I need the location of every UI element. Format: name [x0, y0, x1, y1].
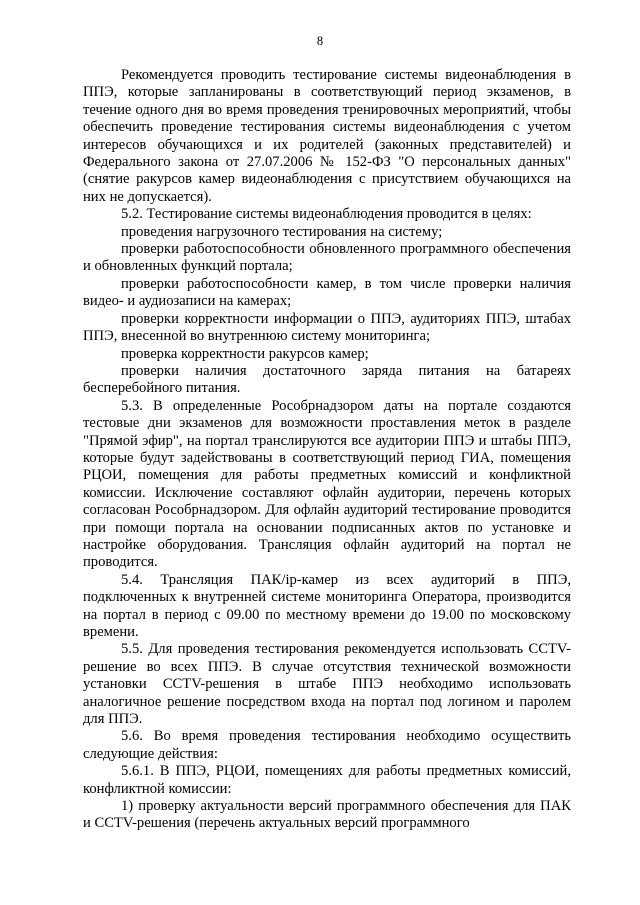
paragraph-item-1: 1) проверку актуальности версий программного обеспечения для ПАК и CCTV-решения (перечень актуальных версий программного — [83, 798, 571, 832]
page-number: 8 — [316, 34, 324, 48]
paragraph-5-6: 5.6. Во время проведения тестирования необходимо осуществить следующие действия: — [83, 728, 571, 762]
paragraph-testing-recommendation: Рекомендуется проводить тестирование системы видеонаблюдения в ППЭ, которые запланированы в соответствующий период экзаменов, в течение одного дня во время проведения тренировочных мероприятий, чтобы обеспечить проведение тестирования системы видеонаблюдения с учетом интересов обучающихся и их родителей (законных представителей) и Федерального закона от 27.07.2006 № 152-ФЗ "О персональных данных" (снятие ракурсов камер видеонаблюдения с присутствием обучающихся на них не допускается). — [83, 67, 571, 205]
paragraph-angle-check: проверка корректности ракурсов камер; — [121, 345, 369, 362]
paragraph-info-check: проверки корректности информации о ППЭ, аудиториях ППЭ, штабах ППЭ, внесенной во внутреннюю систему мониторинга; — [83, 310, 571, 345]
paragraph-5-2: 5.2. Тестирование системы видеонаблюдения проводится в целях: — [121, 206, 532, 223]
paragraph-camera-check: проверки работоспособности камер, в том числе проверки наличия видео- и аудиозаписи на камерах; — [83, 275, 571, 310]
paragraph-5-3: 5.3. В определенные Рособрнадзором даты на портале создаются тестовые дни экзаменов для возможности проставления меток в разделе "Прямой эфир", на портал транслируются все аудитории ППЭ и штабы ППЭ, которые будут задействованы в соответствующий период ГИА, помещения РЦОИ, помещения для работы предметных комиссий и конфликтной комиссии. Исключение составляют офлайн аудитории, перечень которых согласован Рособрнадзором. Для офлайн аудиторий тестирование проводится при помощи портала на основании подписанных актов по установке и настройке оборудования. Трансляция офлайн аудиторий на портал не проводится. — [83, 397, 571, 571]
paragraph-5-5: 5.5. Для проведения тестирования рекомендуется использовать CCTV-решение во всех ППЭ. В случае отсутствия технической возможности установки CCTV-решения в штабе ППЭ необходимо использовать аналогичное решение посредством входа на портал под логином и паролем для ППЭ. — [83, 641, 571, 728]
paragraph-battery-check: проверки наличия достаточного заряда питания на батареях бесперебойного питания. — [83, 362, 571, 397]
paragraph-5-6-1: 5.6.1. В ППЭ, РЦОИ, помещениях для работы предметных комиссий, конфликтной комиссии: — [83, 763, 571, 797]
paragraph-load-testing: проведения нагрузочного тестирования на систему; — [121, 223, 443, 240]
paragraph-5-4: 5.4. Трансляция ПАК/ip-камер из всех аудиторий в ППЭ, подключенных к внутренней системе мониторинга Оператора, производится на портал в период с 09.00 по местному времени до 19.00 по московскому времени. — [83, 571, 571, 640]
paragraph-software-check: проверки работоспособности обновленного программного обеспечения и обновленных функций портала; — [83, 241, 571, 275]
document-body — [83, 67, 571, 833]
